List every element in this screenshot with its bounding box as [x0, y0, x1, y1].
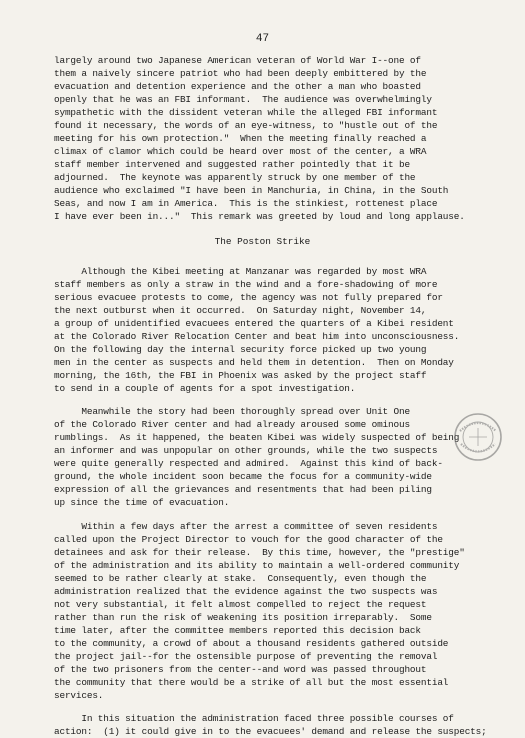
text-line: men in the center as suspects and held them in detention. Then on Monday — [54, 357, 454, 368]
text-line: seemed to be rather clearly at stake. Consequently, even though the — [54, 573, 427, 584]
archive-stamp-icon — [452, 411, 504, 463]
text-line: them a naively sincere patriot who had been deeply embittered by the — [54, 68, 427, 79]
text-line: of the Colorado River center and had already aroused some ominous — [54, 419, 410, 430]
text-line: expression of all the grievances and resentments that had been piling — [54, 484, 432, 495]
text-line: rather than run the risk of weakening its position irreparably. Some — [54, 612, 432, 623]
text-line: I have ever been in..." This remark was greeted by loud and long applause. — [54, 211, 465, 222]
text-line: climax of clamor which could be heard over most of the center, a WRA — [54, 146, 427, 157]
text-line: an informer and was unpopular on other grounds, while the two suspects — [54, 445, 438, 456]
text-line: time later, after the committee members reported this decision back — [54, 625, 421, 636]
text-line: the next outburst when it occurred. On Saturday night, November 14, — [54, 305, 427, 316]
text-line: up since the time of evacuation. — [54, 497, 230, 508]
text-line: action: (1) it could give in to the evacuees' demand and release the suspects; — [54, 726, 487, 737]
text-line: a group of unidentified evacuees entered the quarters of a Kibei resident — [54, 318, 454, 329]
text-line: staff member intervened and suggested rather pointedly that it be — [54, 159, 410, 170]
text-line: detainees and ask for their release. By this time, however, the "prestige" — [54, 547, 465, 558]
text-line: rumblings. As it happened, the beaten Kibei was widely suspected of being — [54, 432, 460, 443]
text-line: serious evacuee protests to come, the agency was not fully prepared for — [54, 292, 443, 303]
text-line: to the community, a crowd of about a thousand residents gathered outside — [54, 638, 449, 649]
text-line: of the two prisoners from the center--and word was passed throughout — [54, 664, 427, 675]
text-line: called upon the Project Director to vouch for the good character of the — [54, 534, 443, 545]
text-line: administration realized that the evidence against the two suspects was — [54, 586, 438, 597]
text-line: In this situation the administration faced three possible courses of — [54, 713, 454, 724]
text-line: of the administration and its ability to maintain a well-ordered community — [54, 560, 460, 571]
text-line: Seas, and now I am in America. This is the stinkiest, rottenest place — [54, 198, 438, 209]
text-line: openly that he was an FBI informant. The audience was overwhelmingly — [54, 94, 432, 105]
text-line: to send in a couple of agents for a spot investigation. — [54, 383, 356, 394]
text-line: not very substantial, it felt almost compelled to reject the request — [54, 599, 427, 610]
text-line: Although the Kibei meeting at Manzanar was regarded by most WRA — [54, 266, 427, 277]
text-line: staff members as only a straw in the wind and a fore-shadowing of more — [54, 279, 438, 290]
text-line: services. — [54, 690, 104, 701]
text-line: ground, the whole incident soon became the focus for a community-wide — [54, 471, 432, 482]
text-line: evacuation and detention experience and the other a man who boasted — [54, 81, 421, 92]
text-line: the community that there would be a strike of all but the most essential — [54, 677, 449, 688]
text-line: were quite generally respected and admired. Against this kind of back- — [54, 458, 443, 469]
text-line: the project jail--for the ostensible purpose of preventing the removal — [54, 651, 438, 662]
text-line: found it necessary, the words of an eye-witness, to "hustle out of the — [54, 120, 438, 131]
text-line: audience who exclaimed "I have been in Manchuria, in China, in the South — [54, 185, 449, 196]
text-line: On the following day the internal security force picked up two young — [54, 344, 427, 355]
text-line: Meanwhile the story had been thoroughly spread over Unit One — [54, 406, 410, 417]
text-line: meeting for his own protection." When the meeting finally reached a — [54, 133, 427, 144]
section-heading: The Poston Strike — [214, 236, 311, 247]
text-line: adjourned. The keynote was apparently struck by one member of the — [54, 172, 416, 183]
text-line: largely around two Japanese American veteran of World War I--one of — [54, 55, 421, 66]
page-number: 47 — [255, 33, 270, 45]
text-line: at the Colorado River Relocation Center and beat him into unconsciousness. — [54, 331, 460, 342]
text-line: sympathetic with the dissident veteran while the alleged FBI informant — [54, 107, 438, 118]
text-line: Within a few days after the arrest a committee of seven residents — [54, 521, 438, 532]
text-line: morning, the 16th, the FBI in Phoenix was asked by the project staff — [54, 370, 427, 381]
